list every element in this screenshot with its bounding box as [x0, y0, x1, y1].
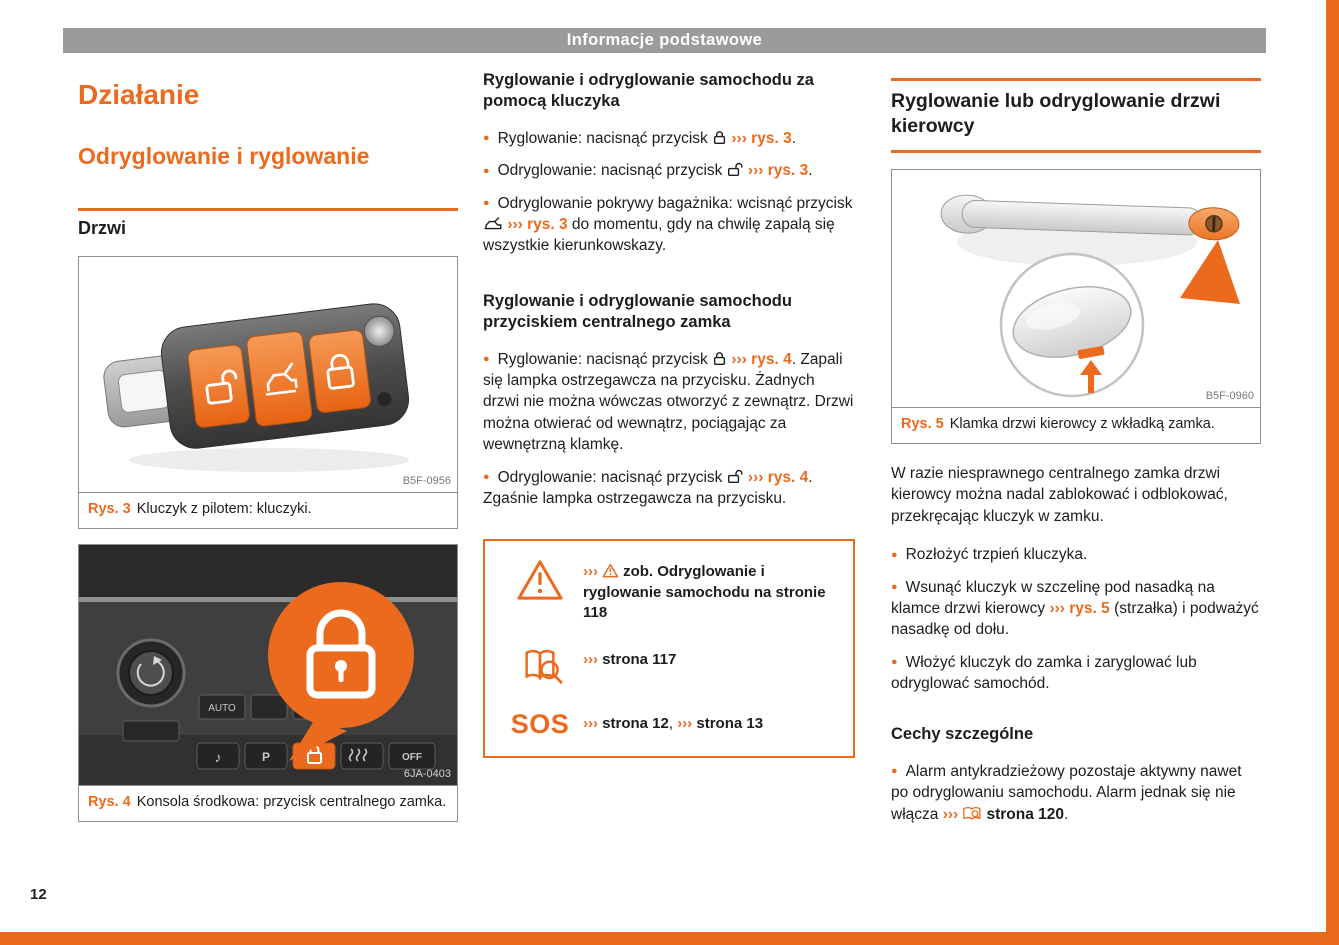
- svg-text:P: P: [261, 750, 271, 765]
- figure-label: Rys. 5: [901, 415, 944, 432]
- bullet-item: ● Wsunąć kluczyk w szczelinę pod nasadką na klamce drzwi kierowcy ››› rys. 5 (strzałka) i podważyć nasadkę od dołu.: [891, 577, 1261, 641]
- figure-rys-3: [78, 256, 458, 529]
- lock-open-icon: [727, 162, 744, 177]
- heading-locking-with-button: Ryglowanie i odryglowanie samochodu przyciskiem centralnego zamka: [483, 291, 792, 332]
- figure-caption-text: Klamka drzwi kierowcy z wkładką zamka.: [949, 415, 1215, 432]
- lock-closed-icon: [712, 351, 727, 366]
- figure-caption-text: Kluczyk z pilotem: kluczyki.: [136, 501, 312, 518]
- door-handle-image: [892, 170, 1260, 407]
- reference-text: ››› strona 12, ››› strona 13: [583, 715, 764, 732]
- warning-small-icon: [602, 563, 619, 578]
- figure-caption: [79, 493, 457, 528]
- key-remote-figure: [79, 257, 457, 493]
- page-frame-right: [1326, 0, 1339, 945]
- figure-rys-5: [891, 169, 1261, 444]
- bullet-item: ● Ryglowanie: nacisnąć przycisk ››› rys. 4. Zapali się lampka ostrzegawcza na przycisku. Żadnych drzwi nie można wówczas otworzyć z zewnątrz. Drzwi można otwierać od wewnątrz, pociągając za wewnętrzną klamkę.: [483, 349, 855, 456]
- book-search-icon: [497, 647, 583, 687]
- lock-open-icon: [727, 469, 744, 484]
- section-title: Odryglowanie i ryglowanie: [78, 142, 370, 169]
- image-code: B5F-0960: [1205, 389, 1254, 402]
- door-handle-figure: [892, 170, 1260, 408]
- sos-icon: [497, 711, 583, 738]
- reference-text: ››› zob. Odryglowanie i ryglowanie samochodu na stronie 118: [583, 563, 826, 621]
- reference-row: [497, 711, 841, 738]
- column-left: [78, 70, 458, 836]
- page-frame-bottom: [0, 932, 1339, 945]
- bullet-item: ● Odryglowanie pokrywy bagażnika: wcisnąć przycisk ››› rys. 3 do momentu, gdy na chwilę zapalą się wszystkie kierunkowskazy.: [483, 193, 855, 257]
- bullet-item: ● Odryglowanie: nacisnąć przycisk ››› rys. 4. Zgaśnie lampka ostrzegawcza na przycisku.: [483, 467, 855, 510]
- reference-row: [497, 559, 841, 623]
- figure-caption: [79, 786, 457, 821]
- center-console-figure: [79, 545, 457, 786]
- book-small-icon: [962, 806, 982, 821]
- figure-rys-4: [78, 544, 458, 822]
- chapter-title: Działanie: [78, 79, 200, 110]
- bullet-item: ● Alarm antykradzieżowy pozostaje aktywny nawet po odryglowaniu samochodu. Alarm jednak się nie włącza ››› strona 120.: [891, 761, 1261, 825]
- header-bar: [63, 28, 1266, 53]
- content: [78, 70, 1261, 836]
- page-number: 12: [30, 886, 47, 903]
- subsection-heading-doors: Drzwi: [78, 208, 458, 239]
- heading-driver-door: Ryglowanie lub odryglowanie drzwi kierowcy: [891, 78, 1261, 153]
- sos-label: SOS: [510, 709, 570, 739]
- lock-closed-icon: [712, 130, 727, 145]
- heading-locking-with-key: Ryglowanie i odryglowanie samochodu za pomocą kluczyka: [483, 71, 814, 111]
- image-code: B5F-0956: [402, 475, 451, 488]
- warning-triangle-icon: [497, 559, 583, 601]
- header-title: Informacje podstawowe: [566, 31, 763, 49]
- svg-text:♪: ♪: [214, 749, 222, 766]
- image-code: 6JA-0403: [403, 768, 451, 781]
- reference-box: [483, 539, 855, 758]
- paragraph: W razie niesprawnego centralnego zamka drzwi kierowcy można nadal zablokować i odblokować, przekręcając kluczyk w zamku.: [891, 465, 1228, 525]
- svg-text:AUTO: AUTO: [208, 703, 236, 715]
- bullet-item: ● Odryglowanie: nacisnąć przycisk ››› rys. 3.: [483, 160, 855, 181]
- column-middle: [483, 70, 855, 836]
- figure-caption: [892, 408, 1260, 443]
- bullet-item: ● Ryglowanie: nacisnąć przycisk ››› rys. 3.: [483, 128, 855, 149]
- svg-text:OFF: OFF: [402, 752, 422, 764]
- figure-label: Rys. 3: [88, 501, 131, 518]
- key-remote-image: [79, 257, 457, 492]
- trunk-open-icon: [483, 216, 503, 231]
- reference-row: [497, 647, 841, 687]
- heading-special-features: Cechy szczególne: [891, 725, 1034, 744]
- center-console-image: [79, 545, 457, 785]
- bullet-item: ● Włożyć kluczyk do zamka i zaryglować lub odryglować samochód.: [891, 652, 1261, 695]
- figure-caption-text: Konsola środkowa: przycisk centralnego zamka.: [136, 794, 447, 811]
- figure-label: Rys. 4: [88, 794, 131, 811]
- bullet-item: ● Rozłożyć trzpień kluczyka.: [891, 544, 1261, 565]
- column-right: [891, 70, 1261, 836]
- reference-text: ››› strona 117: [583, 651, 677, 668]
